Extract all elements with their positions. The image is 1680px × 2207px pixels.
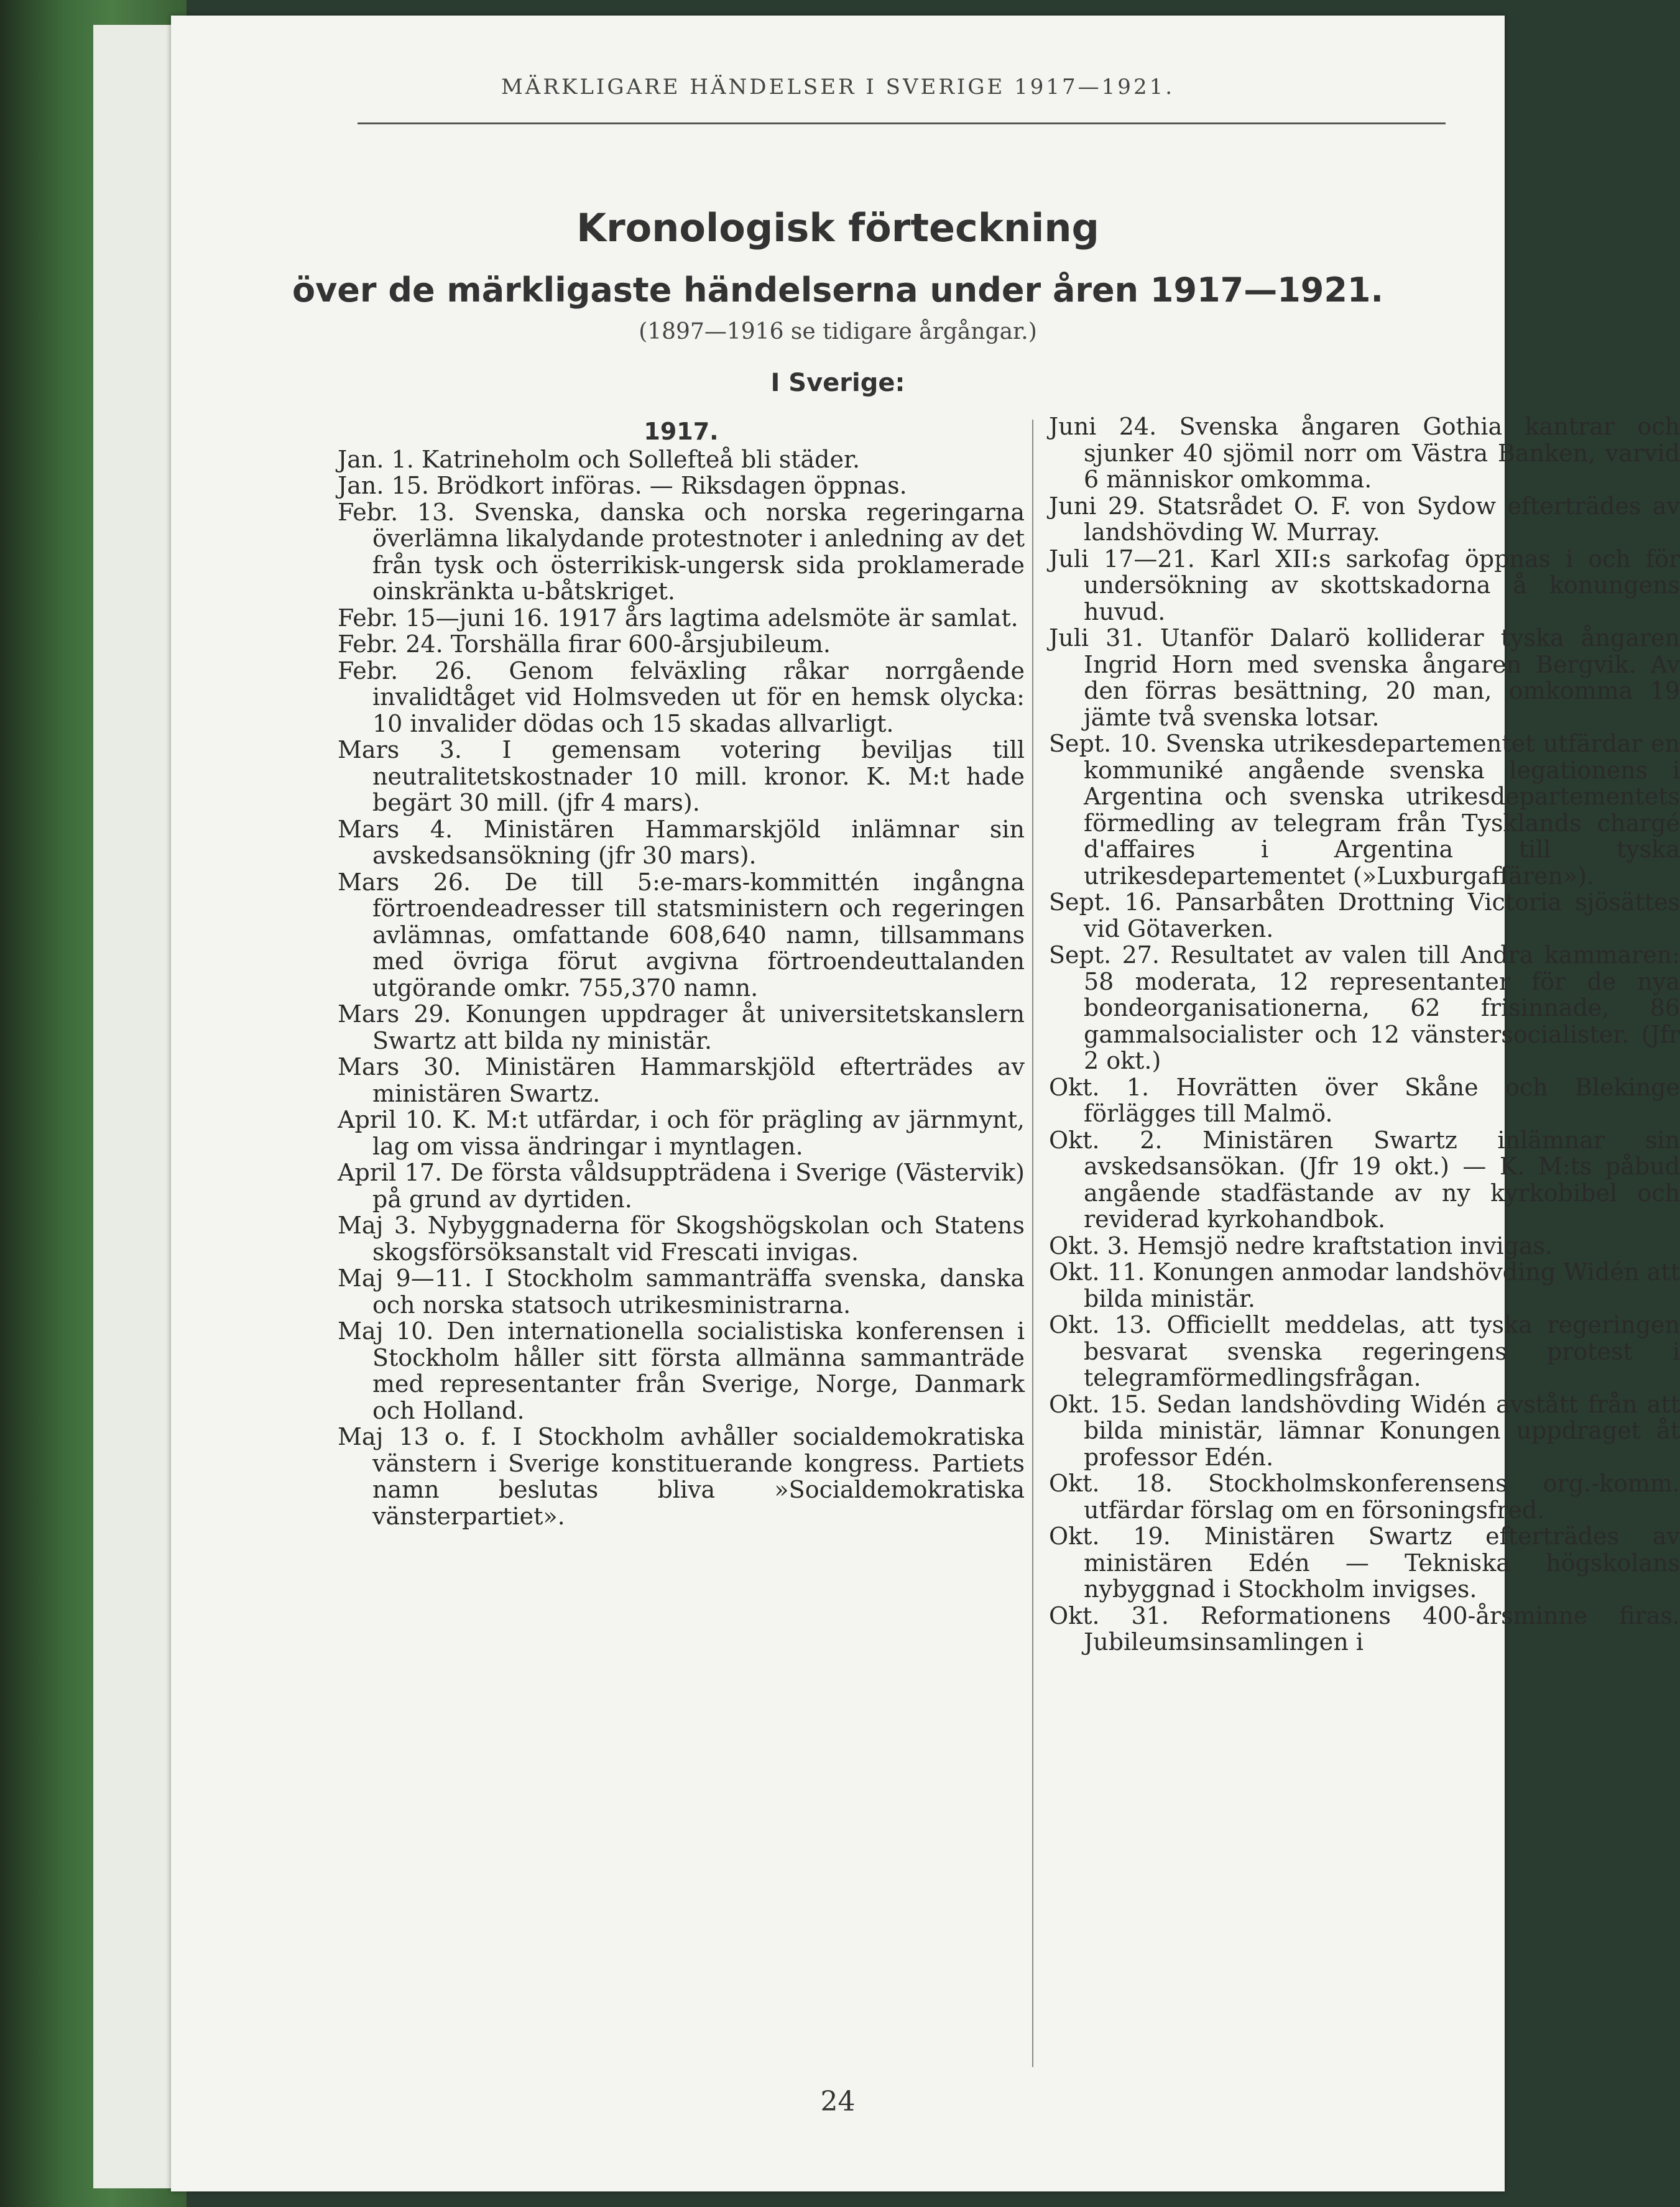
chronology-entry: Febr. 13. Svenska, danska och norska regeringarna överlämna likalydande protestnoter i anledning av det från tysk och österrikisk-ungersk sida proklamerade oinskränkta u-båtskriget. [338,498,1025,605]
chronology-entry: Okt. 31. Reformationens 400-årsminne firas. Jubileumsinsamlingen i [1049,1601,1680,1656]
running-head: MÄRKLIGARE HÄNDELSER I SVERIGE 1917—1921. [501,75,1175,99]
chronology-entry: Sept. 27. Resultatet av valen till Andra kammaren: 58 moderata, 12 representanter för de nya bondeorganisationerna, 62 frisinnade, 86 gammalsocialister och 12 vänstersocialister. (Jfr 2 okt.) [1049,941,1680,1074]
header-rule [358,122,1446,124]
chronology-entry: Okt. 19. Ministären Swartz efterträdes av ministären Edén — Tekniska högskolans nybyggnad i Stockholm invigses. [1049,1523,1680,1603]
chronology-entry: Febr. 15—juni 16. 1917 års lagtima adelsmöte är samlat. [338,604,1018,632]
chronology-entry: Juli 17—21. Karl XII:s sarkofag öppnas i och för undersökning av skottskadorna å konungens huvud. [1049,545,1680,625]
chronology-entry: Sept. 10. Svenska utrikesdepartementet utfärdar en kommuniké angående svenska legationens i Argentina och svenska utrikesdepartementets förmedling av telegram från Tysklands chargé d'affaires i Argentina till tyska utrikesdepartementet (»Luxburgaffären»). [1049,730,1680,890]
chronology-entry: Juni 29. Statsrådet O. F. von Sydow efterträdes av landshövding W. Murray. [1049,492,1680,546]
chronology-entry: Mars 29. Konungen uppdrager åt universitetskanslern Swartz att bilda ny ministär. [338,1000,1025,1054]
chronology-entry: April 17. De första våldsuppträdena i Sverige (Västervik) på grund av dyrtiden. [338,1159,1025,1213]
chronology-entry: Sept. 16. Pansarbåten Drottning Victoria sjösättes vid Götaverken. [1049,888,1680,942]
chronology-entry: Mars 30. Ministären Hammarskjöld efterträdes av ministären Swartz. [338,1053,1025,1107]
page-number: 24 [820,2086,856,2117]
left-column [338,413,1025,1529]
chronology-entry: Okt. 18. Stockholmskonferensens org.-komm. utfärdar förslag om en försoningsfred. [1049,1470,1680,1524]
column-divider [1032,420,1033,2067]
chronology-entry: Mars 3. I gemensam votering beviljas till neutralitetskostnader 10 mill. kronor. K. M:t hade begärt 30 mill. (jfr 4 mars). [338,736,1025,816]
chronology-entry: Febr. 26. Genom felväxling råkar norrgående invalidtåget vid Holmsveden ut för en hemsk olycka: 10 invalider dödas och 15 skadas allvarligt. [338,657,1025,737]
chronology-entry: Mars 26. De till 5:e-mars-kommittén ingångna förtroendeadresser till statsministern och regeringen avlämnas, omfattande 608,640 namn, tillsammans med övriga förut avgivna förtroendeuttalanden utgörande omkr. 755,370 namn. [338,868,1025,1002]
chronology-entry: Jan. 1. Katrineholm och Sollefteå bli städer. [338,445,861,473]
chronology-entry: Febr. 24. Torshälla firar 600-årsjubileum. [338,630,831,658]
chronology-entry: Okt. 11. Konungen anmodar landshövding Widén att bilda ministär. [1049,1258,1680,1312]
chronology-entry: Maj 9—11. I Stockholm sammanträffa svenska, danska och norska statsoch utrikesministrarna. [338,1265,1025,1319]
chronology-entry: Okt. 3. Hemsjö nedre kraftstation invigas. [1049,1232,1553,1260]
chronology-entry: Juli 31. Utanför Dalarö kolliderar tyska ångaren Ingrid Horn med svenska ångaren Bergvik. Av den förras besättning, 20 man, omkomma 19 jämte två svenska lotsar. [1049,624,1680,731]
page-subtitle: över de märkligaste händelserna under åren 1917—1921. [292,270,1383,310]
editorial-note: (1897—1916 se tidigare årgångar.) [639,319,1037,344]
chronology-entry: Maj 13 o. f. I Stockholm avhåller socialdemokratiska vänstern i Sverige konstituerande kongress. Partiets namn beslutas bliva »Socialdemokratiska vänsterpartiet». [338,1423,1025,1530]
chronology-entry: Okt. 15. Sedan landshövding Widén avstått från att bilda ministär, lämnar Konungen uppdraget åt professor Edén. [1049,1390,1680,1471]
right-column [1049,413,1680,1656]
chronology-entry: Maj 10. Den internationella socialistiska konferensen i Stockholm håller sitt första allmänna sammanträde med representanter från Sverige, Norge, Danmark och Holland. [338,1317,1025,1424]
section-heading: I Sverige: [770,369,905,397]
chronology-entry: Maj 3. Nybyggnaderna för Skogshögskolan och Statens skogsförsöksanstalt vid Frescati invigas. [338,1212,1025,1266]
chronology-entry: Okt. 13. Officiellt meddelas, att tyska regeringen besvarat svenska regeringens protest i telegramförmedlingsfrågan. [1049,1311,1680,1391]
chronology-entry: Mars 4. Ministären Hammarskjöld inlämnar sin avskedsansökning (jfr 30 mars). [338,815,1025,869]
chronology-entry: Jan. 15. Brödkort införas. — Riksdagen öppnas. [338,472,907,499]
book-page [171,16,1680,2191]
chronology-entry: Okt. 2. Ministären Swartz inlämnar sin avskedsansökan. (Jfr 19 okt.) — K. M:ts påbud angående stadfästande av ny kyrkobibel och reviderad kyrkohandbok. [1049,1126,1680,1233]
chronology-entry: Juni 24. Svenska ångaren Gothia kantrar och sjunker 40 sjömil norr om Västra Banken, varvid 6 människor omkomma. [1049,413,1680,493]
chronology-entry: April 10. K. M:t utfärdar, i och för prägling av järnmynt, lag om vissa ändringar i myntlagen. [338,1106,1025,1160]
year-heading: 1917. [644,418,719,445]
page-title: Kronologisk förteckning [576,205,1099,251]
chronology-entry: Okt. 1. Hovrätten över Skåne och Blekinge förlägges till Malmö. [1049,1073,1680,1127]
